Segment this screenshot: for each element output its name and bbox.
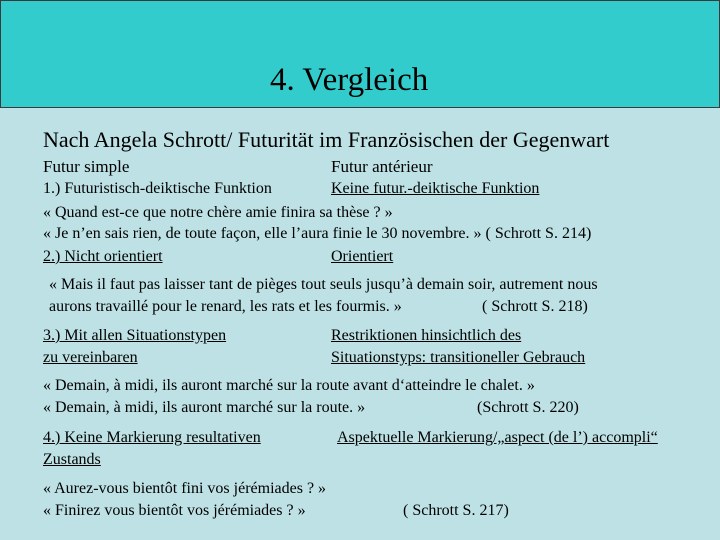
point2-right: Orientiert xyxy=(331,248,394,265)
point4-left-line2: Zustands xyxy=(43,451,101,468)
point3-example-2: « Demain, à midi, ils auront marché sur la route. » xyxy=(43,399,366,416)
point4-right: Aspektuelle Markierung/„aspect (de l’) accompli“ xyxy=(337,429,658,446)
point1-example-2: « Je n’en sais rien, de toute façon, elle l’aura finie le 30 novembre. » ( Schrott S. 214) xyxy=(43,225,592,242)
point2-example-2: aurons travaillé pour le renard, les rats et les fourmis. » xyxy=(49,298,402,315)
point4-left-line1: 4.) Keine Markierung resultativen xyxy=(43,429,261,446)
point2-left: 2.) Nicht orientiert xyxy=(43,248,163,265)
point2-example-1: « Mais il faut pas laisser tant de pièges tout seuls jusqu’à demain soir, autrement nous xyxy=(49,276,598,293)
point1-example-1: « Quand est-ce que notre chère amie finira sa thèse ? » xyxy=(43,204,393,221)
point1-left: 1.) Futuristisch-deiktische Funktion xyxy=(43,180,272,197)
point1-right: Keine futur.-deiktische Funktion xyxy=(331,180,540,197)
col-left-heading: Futur simple xyxy=(43,157,130,176)
point3-left-line2: zu vereinbaren xyxy=(43,349,138,366)
point4-example-1: « Aurez-vous bientôt fini vos jérémiades ? » xyxy=(43,480,327,497)
point3-left-line1: 3.) Mit allen Situationstypen xyxy=(43,327,227,344)
point2-reference: ( Schrott S. 218) xyxy=(482,298,588,315)
point3-example-1: « Demain, à midi, ils auront marché sur la route avant d‘atteindre le chalet. » xyxy=(43,377,535,394)
slide-subtitle: Nach Angela Schrott/ Futurität im Französischen der Gegenwart xyxy=(43,127,610,152)
slide-title: 4. Vergleich xyxy=(270,62,429,98)
col-right-heading: Futur antérieur xyxy=(331,157,433,176)
point4-reference: ( Schrott S. 217) xyxy=(403,502,509,519)
point3-right-line2: Situationstyps: transitioneller Gebrauch xyxy=(331,349,586,366)
point3-right-line1: Restriktionen hinsichtlich des xyxy=(331,327,522,344)
point4-example-2: « Finirez vous bientôt vos jérémiades ? » xyxy=(43,502,306,519)
point3-reference: (Schrott S. 220) xyxy=(477,399,579,416)
